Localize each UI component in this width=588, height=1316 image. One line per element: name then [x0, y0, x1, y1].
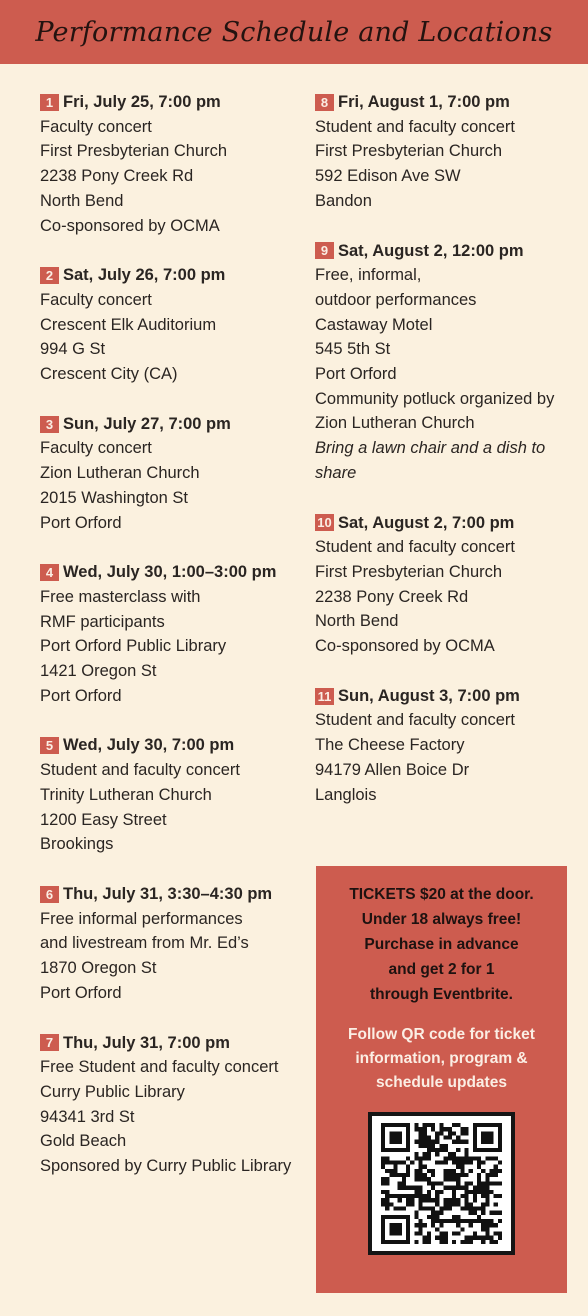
event-detail-line: Crescent Elk Auditorium: [40, 315, 217, 334]
follow-line: information, program &: [355, 1050, 528, 1067]
event-detail-line: Port Orford Public Library: [40, 637, 227, 656]
event-detail-line: 94341 3rd St: [40, 1107, 135, 1126]
event-number-badge: 6: [40, 886, 59, 903]
event-detail-line: Student and faculty concert: [40, 761, 240, 780]
event-detail-line: Bandon: [315, 191, 372, 210]
event-item: [40, 733, 302, 857]
event-note: Bring a lawn chair and a dish to share: [315, 439, 546, 482]
header-banner: [0, 0, 588, 64]
event-datetime: Sun, August 3, 7:00 pm: [338, 686, 520, 705]
event-number-badge: 9: [315, 242, 334, 259]
event-detail-line: RMF participants: [40, 612, 165, 631]
event-number-badge: 7: [40, 1034, 59, 1051]
event-datetime: Thu, July 31, 7:00 pm: [63, 1033, 230, 1052]
event-number-badge: 4: [40, 564, 59, 581]
event-number-badge: 3: [40, 416, 59, 433]
event-detail-line: 994 G St: [40, 340, 106, 359]
event-detail-line: Community potluck organized by: [315, 389, 555, 408]
tickets-box: [316, 866, 567, 1293]
event-detail-line: Co-sponsored by OCMA: [315, 637, 495, 656]
event-detail-line: Free informal performances: [40, 909, 243, 928]
follow-line: schedule updates: [376, 1074, 507, 1091]
event-detail-line: 1870 Oregon St: [40, 959, 157, 978]
event-detail-line: Port Orford: [40, 686, 122, 705]
event-datetime: Sat, August 2, 12:00 pm: [338, 241, 524, 260]
event-detail-line: The Cheese Factory: [315, 736, 465, 755]
event-number-badge: 2: [40, 267, 59, 284]
event-detail-line: outdoor performances: [315, 290, 477, 309]
tickets-line: TICKETS $20 at the door.: [349, 886, 534, 903]
event-datetime: Fri, August 1, 7:00 pm: [338, 93, 510, 111]
event-detail-line: Free masterclass with: [40, 587, 201, 606]
event-detail-line: First Presbyterian Church: [315, 562, 503, 581]
event-detail-line: 94179 Allen Boice Dr: [315, 760, 470, 779]
event-detail-line: Castaway Motel: [315, 315, 433, 334]
event-detail-line: Faculty concert: [40, 290, 152, 309]
page-title: Performance Schedule and Locations: [35, 16, 553, 48]
event-detail-line: Student and faculty concert: [315, 538, 515, 557]
follow-line: Follow QR code for ticket: [348, 1026, 535, 1043]
tickets-info: [316, 882, 567, 1007]
event-detail-line: Faculty concert: [40, 117, 152, 136]
event-detail-line: Student and faculty concert: [315, 711, 515, 730]
event-detail-line: North Bend: [315, 612, 399, 631]
event-detail-line: 592 Edison Ave SW: [315, 167, 461, 186]
event-datetime: Fri, July 25, 7:00 pm: [63, 93, 221, 111]
event-item: [40, 412, 302, 536]
event-datetime: Sun, July 27, 7:00 pm: [63, 414, 231, 433]
event-item: [40, 1031, 302, 1179]
schedule-column-right: [315, 90, 577, 832]
event-detail-line: Trinity Lutheran Church: [40, 785, 212, 804]
event-header: [315, 239, 577, 264]
event-detail-line: and livestream from Mr. Ed’s: [40, 934, 249, 953]
event-detail-line: 1421 Oregon St: [40, 662, 157, 681]
event-header: [40, 882, 302, 907]
tickets-line: Under 18 always free!: [361, 911, 522, 928]
event-header: [40, 90, 302, 115]
event-detail-line: First Presbyterian Church: [315, 142, 503, 161]
qr-instructions: [316, 1023, 567, 1095]
event-header: [40, 733, 302, 758]
tickets-line: Purchase in advance: [364, 936, 519, 953]
event-detail-line: First Presbyterian Church: [40, 142, 228, 161]
event-datetime: Wed, July 30, 1:00–3:00 pm: [63, 563, 277, 582]
event-number-badge: 10: [315, 514, 334, 531]
event-detail-line: Co-sponsored by OCMA: [40, 216, 220, 235]
event-number-badge: 1: [40, 94, 59, 111]
event-item: [315, 239, 577, 486]
event-detail-line: Free, informal,: [315, 266, 422, 285]
event-header: [40, 1031, 302, 1056]
event-detail-line: Sponsored by Curry Public Library: [40, 1157, 292, 1176]
event-detail-line: 1200 Easy Street: [40, 810, 167, 829]
schedule-column-left: [40, 90, 302, 1204]
event-detail-line: Port Orford: [315, 365, 397, 384]
event-detail-line: Crescent City (CA): [40, 365, 178, 384]
event-datetime: Wed, July 30, 7:00 pm: [63, 736, 235, 755]
qr-code-icon[interactable]: [368, 1112, 515, 1255]
event-detail-line: 2238 Pony Creek Rd: [40, 167, 194, 186]
event-detail-line: Brookings: [40, 835, 114, 854]
event-detail-line: 2238 Pony Creek Rd: [315, 587, 469, 606]
event-number-badge: 8: [315, 94, 334, 111]
event-detail-line: Zion Lutheran Church: [40, 464, 200, 483]
event-detail-line: Port Orford: [40, 983, 122, 1002]
event-detail-line: Gold Beach: [40, 1132, 127, 1151]
event-number-badge: 5: [40, 737, 59, 754]
event-item: [315, 90, 577, 214]
event-header: [315, 90, 577, 115]
tickets-line: through Eventbrite.: [370, 986, 513, 1003]
event-detail-line: Port Orford: [40, 513, 122, 532]
event-item: [315, 684, 577, 808]
event-number-badge: 11: [315, 688, 334, 705]
event-detail-line: 2015 Washington St: [40, 488, 188, 507]
event-datetime: Sat, July 26, 7:00 pm: [63, 266, 226, 285]
tickets-line: and get 2 for 1: [388, 961, 495, 978]
event-datetime: Thu, July 31, 3:30–4:30 pm: [63, 884, 273, 903]
event-detail-line: Zion Lutheran Church: [315, 414, 475, 433]
event-datetime: Sat, August 2, 7:00 pm: [338, 513, 515, 532]
event-detail-line: Student and faculty concert: [315, 117, 515, 136]
event-detail-line: North Bend: [40, 191, 124, 210]
event-header: [40, 412, 302, 437]
event-detail-line: Curry Public Library: [40, 1082, 185, 1101]
event-detail-line: Langlois: [315, 785, 377, 804]
event-header: [315, 684, 577, 709]
qr-code-graphic: [381, 1123, 502, 1244]
event-item: [40, 263, 302, 387]
event-header: [40, 263, 302, 288]
event-item: [40, 90, 302, 238]
event-header: [315, 511, 577, 536]
event-detail-line: 545 5th St: [315, 340, 391, 359]
event-item: [315, 511, 577, 659]
event-detail-line: Faculty concert: [40, 439, 152, 458]
event-header: [40, 560, 302, 585]
event-item: [40, 560, 302, 708]
event-item: [40, 882, 302, 1006]
event-detail-line: Free Student and faculty concert: [40, 1058, 279, 1077]
